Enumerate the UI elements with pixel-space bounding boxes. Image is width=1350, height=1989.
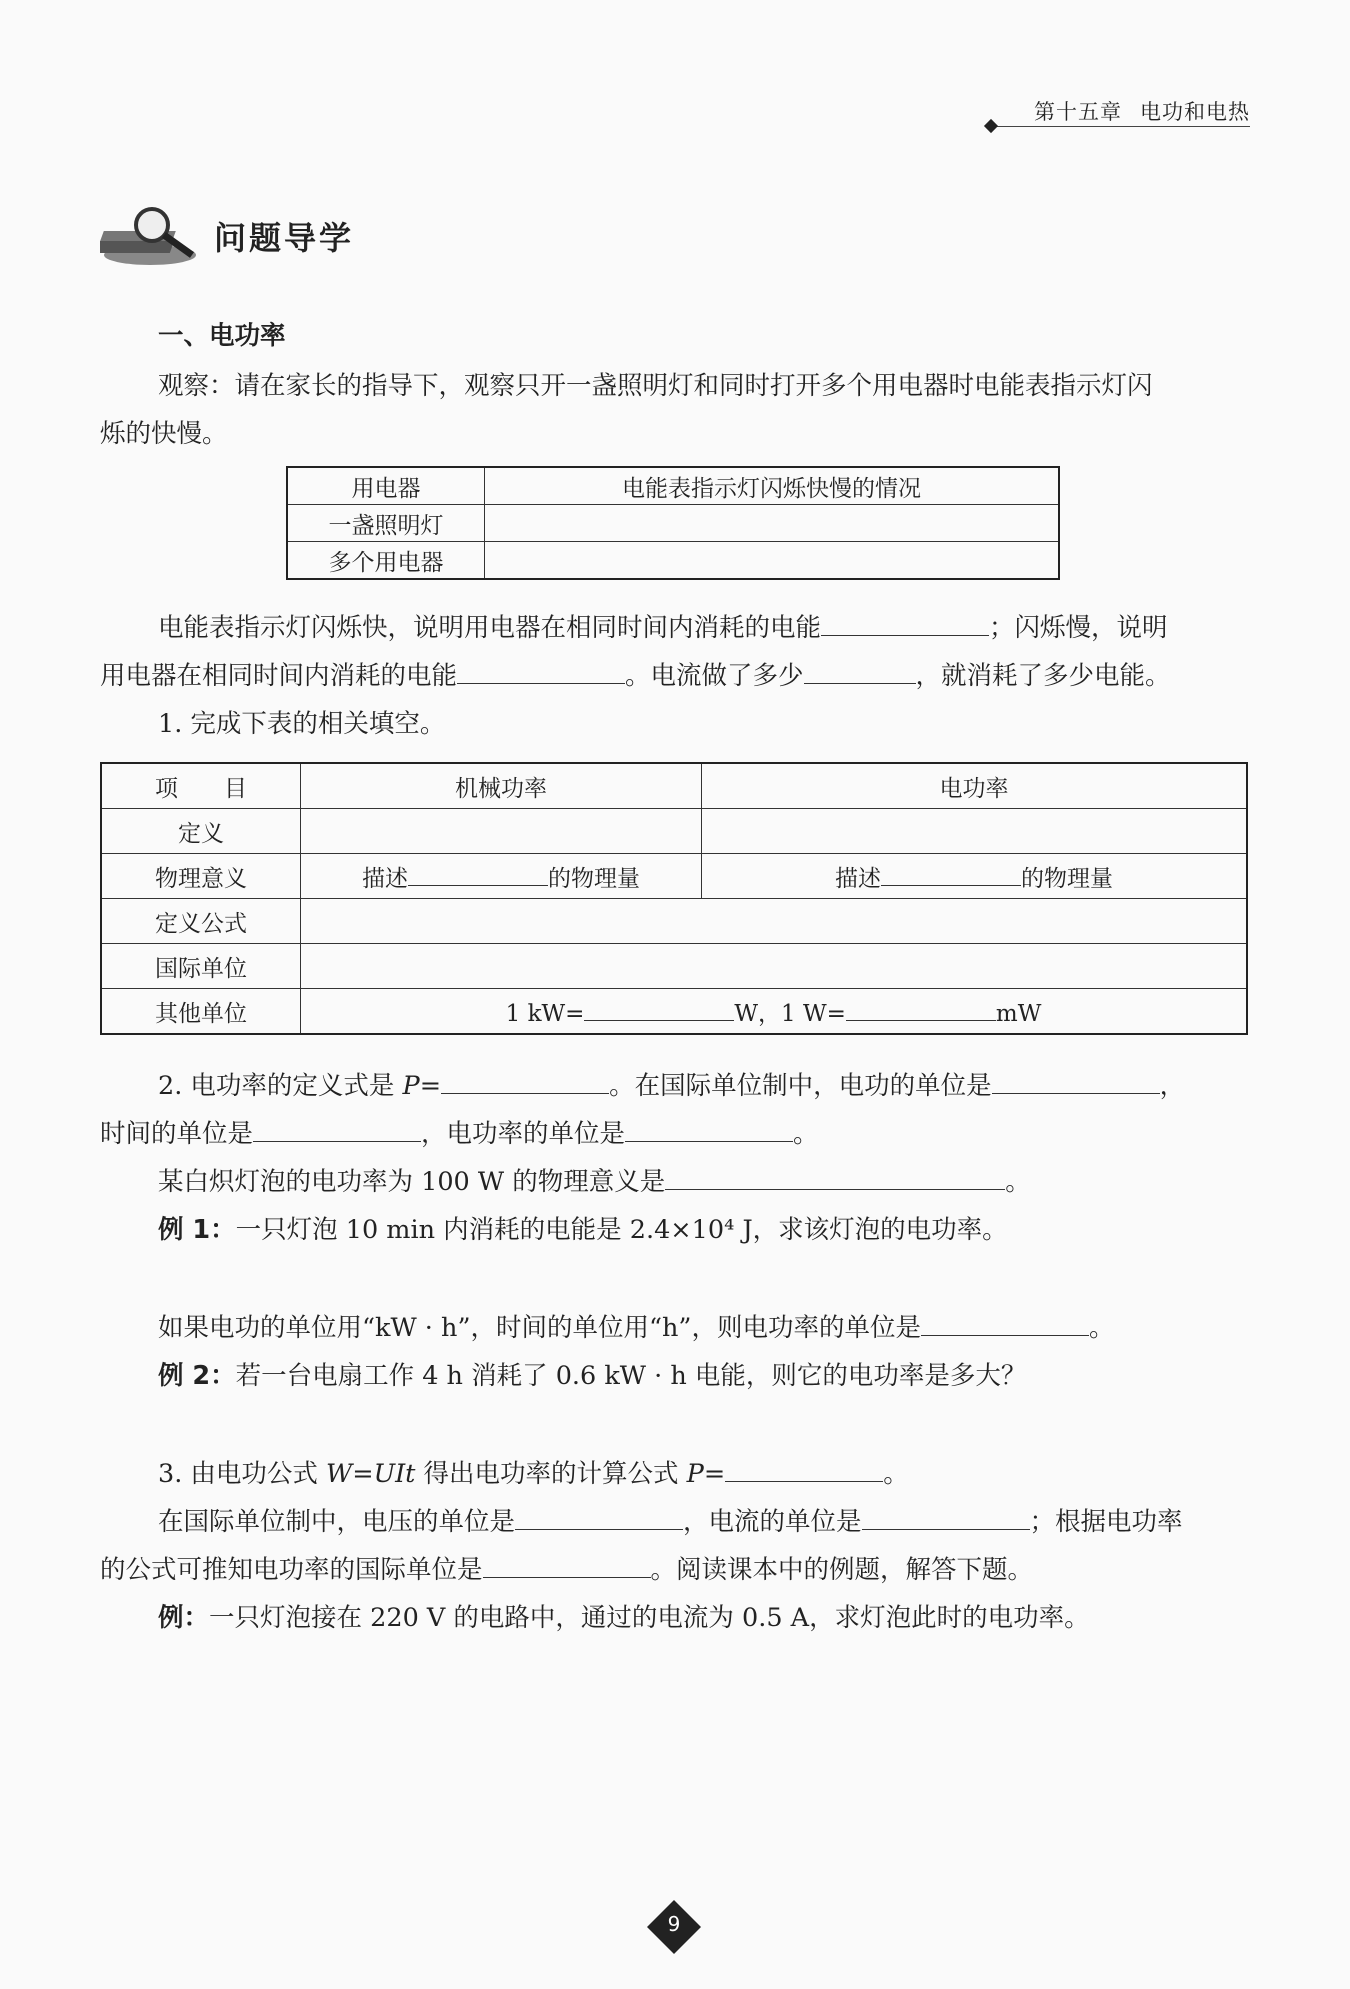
fill-blank[interactable] [862, 1503, 1030, 1530]
comparison-table [100, 762, 1248, 1035]
fill-blank[interactable] [804, 657, 916, 684]
fill-blank[interactable] [846, 996, 996, 1021]
chapter-header [1034, 96, 1250, 126]
text-span: 若一台电扇工作 4 h 消耗了 0.6 kW · h 电能，则它的电功率是多大？ [235, 1361, 1027, 1391]
fill-blank[interactable] [665, 1163, 1005, 1190]
fill-blank[interactable] [253, 1115, 421, 1142]
table-row [101, 854, 1247, 899]
text-span: ， [1159, 1071, 1186, 1101]
table-row [101, 989, 1247, 1035]
table-cell: 国际单位 [101, 944, 301, 989]
table-row [101, 944, 1247, 989]
text-span: mW [995, 1000, 1042, 1027]
text-span: 用电器在相同时间内消耗的电能 [100, 661, 458, 691]
text-span: ；闪烁慢，说明 [989, 613, 1168, 643]
text-span: 得出电功率的计算公式 [415, 1459, 687, 1489]
formula-var: P [402, 1071, 420, 1101]
para-line-2 [100, 652, 1171, 700]
table-cell: 其他单位 [101, 989, 301, 1035]
text-span: 描述 [362, 865, 408, 892]
header-rule [992, 126, 1250, 127]
chapter-number: 第十五章 [1034, 100, 1122, 124]
text-span: 的公式可推知电功率的国际单位是 [100, 1555, 483, 1585]
text-span: = [703, 1459, 726, 1489]
observation-table [286, 466, 1060, 580]
example-label: 例： [158, 1603, 210, 1633]
text-span: 一只灯泡接在 220 V 的电路中，通过的电流为 0.5 A，求灯泡此时的电功率。 [209, 1603, 1090, 1633]
table-header-cell: 项 目 [101, 763, 301, 809]
fill-blank[interactable] [457, 657, 625, 684]
text-span: W，1 W= [734, 1000, 846, 1027]
table-row [287, 467, 1059, 505]
table-row [101, 899, 1247, 944]
example-1 [158, 1206, 1008, 1254]
text-span: 2. 电功率的定义式是 [158, 1071, 403, 1101]
section-title: 问题导学 [214, 219, 355, 257]
question-3-line-1 [158, 1450, 909, 1498]
table-cell: 一盏照明灯 [287, 505, 485, 542]
formula-var: P [686, 1459, 704, 1489]
fill-blank[interactable] [921, 1309, 1089, 1336]
para-line-1 [158, 604, 1168, 652]
answer-cell[interactable] [301, 809, 702, 854]
answer-cell[interactable] [301, 944, 1248, 989]
text-span: 。 [1005, 1167, 1031, 1197]
fill-blank[interactable] [992, 1067, 1160, 1094]
answer-cell[interactable] [301, 899, 1248, 944]
chapter-title: 电功和电热 [1140, 100, 1250, 124]
table-cell [301, 854, 702, 899]
unit-question [158, 1304, 1115, 1352]
magnifier-books-icon [100, 203, 200, 273]
fill-blank[interactable] [408, 861, 548, 886]
question-2-line-3 [158, 1158, 1031, 1206]
fill-blank[interactable] [515, 1503, 683, 1530]
header-diamond-icon [984, 119, 998, 133]
text-span: ；根据电功率 [1029, 1507, 1183, 1537]
example-label: 例 2： [158, 1361, 236, 1391]
text-span: 。 [883, 1459, 909, 1489]
answer-cell[interactable] [485, 505, 1060, 542]
example-2 [158, 1352, 1026, 1400]
table-row [287, 542, 1059, 580]
text-span: 3. 由电功公式 [158, 1459, 327, 1489]
part-title: 一、电功率 [158, 321, 286, 351]
table-header-cell: 电功率 [702, 763, 1248, 809]
text-span: 的物理量 [1021, 865, 1113, 892]
observe-line-1: 观察：请在家长的指导下，观察只开一盏照明灯和同时打开多个用电器时电能表指示灯闪 [158, 371, 1153, 401]
fill-blank[interactable] [725, 1455, 883, 1482]
question-2-line-1 [158, 1062, 1185, 1110]
text-span: = [419, 1071, 442, 1101]
fill-blank[interactable] [881, 861, 1021, 886]
table-cell: 多个用电器 [287, 542, 485, 580]
text-span: 的物理量 [548, 865, 640, 892]
formula-var: W=UIt [326, 1459, 416, 1489]
text-span: 。在国际单位制中，电功的单位是 [609, 1071, 992, 1101]
text-span: 电能表指示灯闪烁快，说明用电器在相同时间内消耗的电能 [158, 613, 822, 643]
text-span: 如果电功的单位用“kW · h”，时间的单位用“h”，则电功率的单位是 [158, 1313, 921, 1343]
text-span: 在国际单位制中，电压的单位是 [158, 1507, 516, 1537]
fill-blank[interactable] [441, 1067, 609, 1094]
table-row [101, 809, 1247, 854]
table-row [287, 505, 1059, 542]
table-cell: 定义 [101, 809, 301, 854]
text-span: 1 kW= [505, 1000, 585, 1027]
text-span: 描述 [835, 865, 881, 892]
text-span: 某白炽灯泡的电功率为 100 W 的物理意义是 [158, 1167, 666, 1197]
fill-blank[interactable] [584, 996, 734, 1021]
question-3-line-2 [158, 1498, 1183, 1546]
table-header-cell: 机械功率 [301, 763, 702, 809]
text-span: 。电流做了多少 [625, 661, 804, 691]
table-cell: 物理意义 [101, 854, 301, 899]
text-span: 。阅读课本中的例题，解答下题。 [650, 1555, 1034, 1585]
text-span: 一只灯泡 10 min 内消耗的电能是 2.4×10⁴ J，求该灯泡的电功率。 [235, 1215, 1008, 1245]
observe-line-2: 烁的快慢。 [100, 419, 228, 449]
table-cell: 定义公式 [101, 899, 301, 944]
question-1: 1. 完成下表的相关填空。 [158, 709, 446, 739]
page-number: 9 [667, 1912, 681, 1936]
question-3-line-3 [100, 1546, 1033, 1594]
text-span: 时间的单位是 [100, 1119, 254, 1149]
table-cell [301, 989, 1248, 1035]
text-span: ，就消耗了多少电能。 [915, 661, 1171, 691]
table-header-cell: 用电器 [287, 467, 485, 505]
text-span: ，电功率的单位是 [421, 1119, 626, 1149]
text-span: 。 [1088, 1313, 1115, 1343]
table-cell [702, 854, 1248, 899]
example-label: 例 1： [158, 1215, 236, 1245]
answer-cell[interactable] [485, 542, 1060, 580]
fill-blank[interactable] [821, 609, 989, 636]
example-3 [158, 1594, 1090, 1642]
answer-cell[interactable] [702, 809, 1248, 854]
table-header-cell: 电能表指示灯闪烁快慢的情况 [485, 467, 1060, 505]
table-row [101, 763, 1247, 809]
question-2-line-2 [100, 1110, 819, 1158]
text-span: 。 [793, 1119, 819, 1149]
text-span: ，电流的单位是 [683, 1507, 862, 1537]
fill-blank[interactable] [625, 1115, 793, 1142]
fill-blank[interactable] [483, 1551, 651, 1578]
